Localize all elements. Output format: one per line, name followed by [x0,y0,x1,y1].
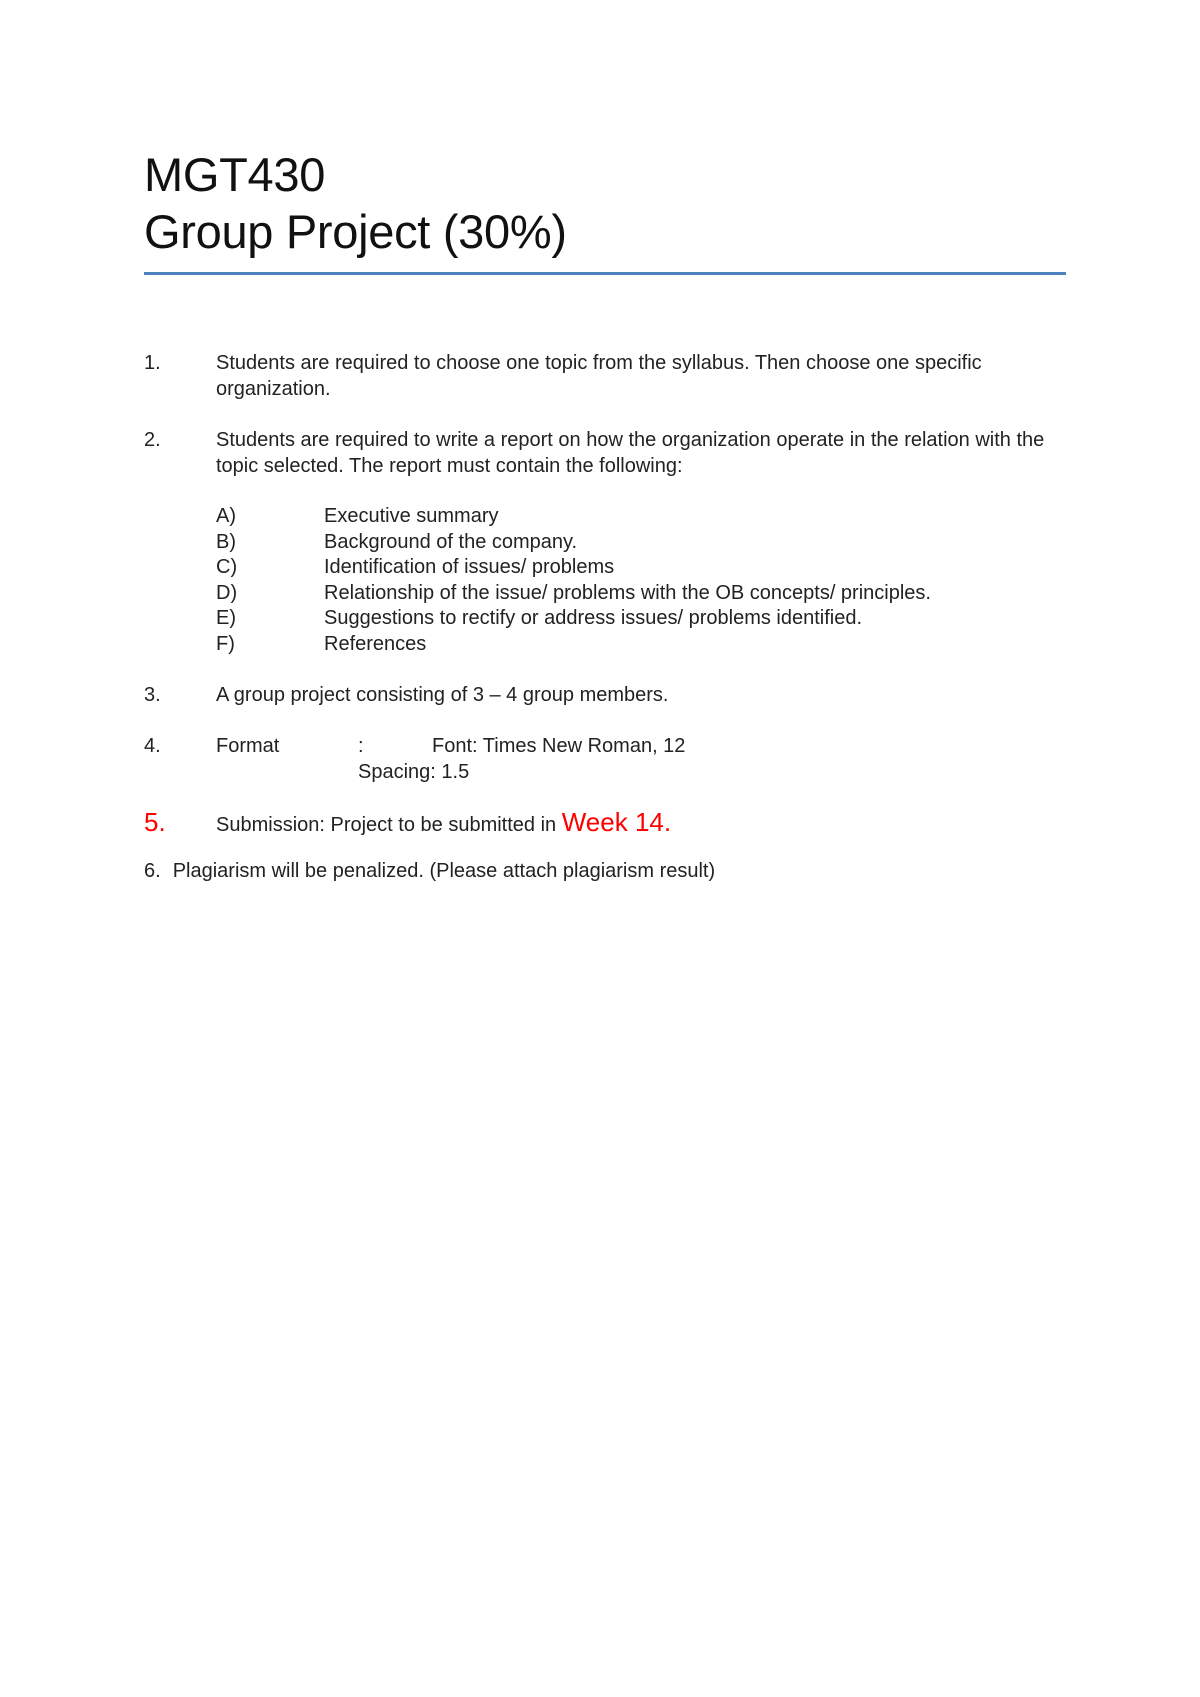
sub-item-text: Executive summary [324,505,499,527]
submission-text-wrap [216,809,1074,838]
list-item-3 [144,682,1074,708]
title-underline [144,272,1066,275]
format-label: Format [216,735,280,757]
report-contents-list [216,504,1074,657]
sub-item-letter: F) [216,632,235,655]
item-number: 1. [144,352,161,374]
sub-item-f [216,632,1074,658]
format-row [216,733,1074,759]
sub-item-letter: E) [216,607,236,629]
item-text: Plagiarism will be penalized. (Please attach plagiarism result) [172,860,716,882]
sub-item-e [216,606,1074,632]
title-block [144,146,1066,260]
page-title: Group Project (30%) [144,205,567,258]
submission-text: Submission: Project to be submitted in [216,814,562,836]
sub-item-text: Background of the company. [324,530,578,553]
sub-item-c [216,555,1074,581]
sub-item-b [216,530,1074,556]
item-number-highlighted: 5. [144,807,166,837]
course-code: MGT430 [144,148,326,201]
submission-week-highlight: Week 14. [561,807,672,837]
font-requirement: Font: Times New Roman, 12 [432,735,686,757]
list-item-5 [144,809,1074,838]
format-colon: : [358,735,364,757]
spacing-requirement: Spacing: 1.5 [358,761,470,783]
list-item-6 [144,858,1074,884]
item-number: 3. [144,684,161,706]
sub-item-letter: A) [216,505,236,527]
sub-item-letter: B) [216,530,236,553]
format-block [216,733,1074,785]
sub-item-text: Relationship of the issue/ problems with the OB concepts/ principles. [324,581,931,604]
sub-item-text: Suggestions to rectify or address issues/ problems identified. [324,607,863,629]
sub-item-text: Identification of issues/ problems [324,556,615,578]
list-item-1 [144,350,1074,402]
sub-item-a [216,504,1074,530]
item-text: Students are required to write a report on how the organization operate in the relation with the topic selected. The report must contain the following: [216,429,1045,477]
item-number: 2. [144,429,161,451]
item-text: Students are required to choose one topic from the syllabus. Then choose one specific organization. [216,352,982,400]
sub-item-d [216,581,1074,607]
item-text: A group project consisting of 3 – 4 group members. [216,684,669,706]
item-number: 4. [144,735,161,757]
requirements-list [144,350,1074,884]
list-item-4 [144,733,1074,785]
list-item-2 [144,427,1074,479]
sub-item-letter: D) [216,581,238,604]
sub-item-text: References [324,632,427,655]
item-number: 6. [144,860,161,882]
sub-item-letter: C) [216,556,238,578]
